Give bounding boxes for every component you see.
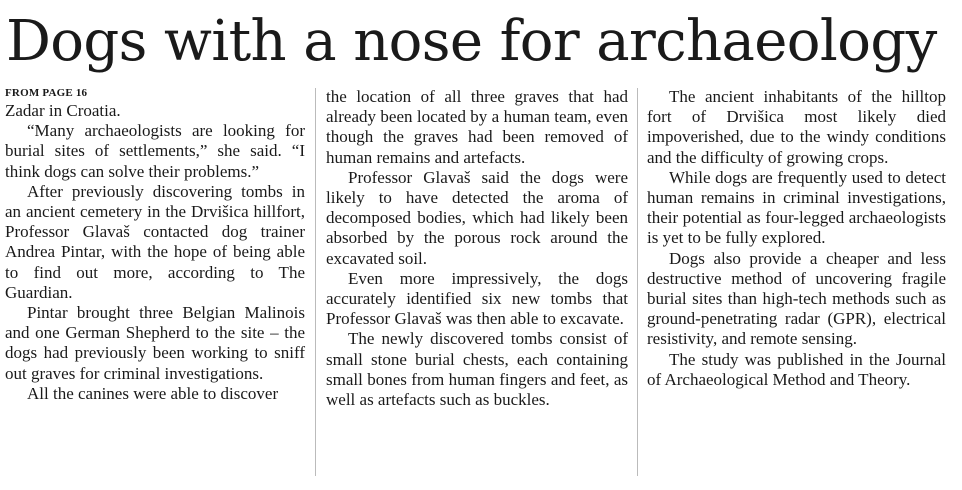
paragraph: After previously discovering tombs in an ancient cemetery in the Drvišica hillfort, Professor Glavaš contacted dog trainer Andrea Pintar, with the hope of being able to find out more, according to The Guardian. xyxy=(5,181,305,302)
jump-label: FROM PAGE 16 xyxy=(5,87,88,99)
paragraph: Pintar brought three Belgian Malinois and one German Shepherd to the site – the dogs had previously been working to sniff out graves for criminal investigations. xyxy=(5,303,305,383)
column-divider xyxy=(637,88,638,476)
paragraph: Professor Glavaš said the dogs were likely to have detected the aroma of decomposed bodies, which had likely been absorbed by the porous rock around the excavated soil. xyxy=(326,167,628,268)
paragraph: The ancient inhabitants of the hilltop fort of Drvišica most likely died impoverished, due to the windy conditions and the difficulty of growing crops. xyxy=(647,87,946,167)
article-column-1 xyxy=(5,87,305,404)
column-divider xyxy=(315,88,316,476)
paragraph: The study was published in the Journal of Archaeological Method and Theory. xyxy=(647,349,946,389)
paragraph: Zadar in Croatia. xyxy=(5,101,121,120)
headline: Dogs with a nose for archaeology xyxy=(6,9,937,74)
article-column-2 xyxy=(326,87,628,410)
article-column-3 xyxy=(647,87,946,390)
paragraph: While dogs are frequently used to detect human remains in criminal investigations, their potential as four-legged archaeologists is yet to be fully explored. xyxy=(647,167,946,248)
paragraph: All the canines were able to discover xyxy=(27,383,279,403)
paragraph: Dogs also provide a cheaper and less destructive method of uncovering fragile burial sites than high-tech methods such as ground-penetrating radar (GPR), electrical resistivity, and remote sensing. xyxy=(647,248,946,349)
paragraph: the location of all three graves that had already been located by a human team, even though the graves had been removed of human remains and artefacts. xyxy=(326,87,628,167)
paragraph: Even more impressively, the dogs accurately identified six new tombs that Professor Glavaš was then able to excavate. xyxy=(326,268,628,329)
paragraph: “Many archaeologists are looking for burial sites of settlements,” she said. “I think dogs can solve their problems.” xyxy=(5,121,305,181)
paragraph: The newly discovered tombs consist of small stone burial chests, each containing small bones from human fingers and feet, as well as artefacts such as buckles. xyxy=(326,329,628,410)
